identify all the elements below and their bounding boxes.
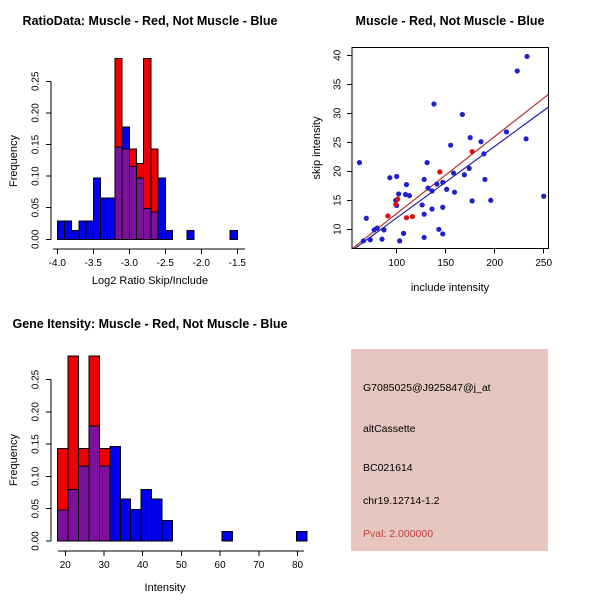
svg-text:0.15: 0.15: [30, 134, 42, 155]
svg-text:100: 100: [388, 258, 406, 269]
svg-text:30: 30: [98, 560, 110, 571]
svg-text:0.20: 0.20: [30, 103, 42, 123]
svg-text:250: 250: [535, 258, 553, 269]
svg-text:-3.0: -3.0: [120, 258, 138, 269]
svg-text:80: 80: [291, 560, 304, 571]
chromosome-text: chr19.12714-1.2: [363, 495, 440, 507]
svg-text:25: 25: [332, 136, 344, 148]
probe-info-panel: [351, 349, 548, 551]
svg-text:0.05: 0.05: [30, 498, 42, 519]
svg-text:35: 35: [332, 78, 344, 90]
points-not-muscle: [357, 54, 546, 244]
gene-intensity-histogram-xlabel: Intensity: [144, 582, 186, 594]
svg-text:0.00: 0.00: [30, 531, 42, 551]
svg-text:0.00: 0.00: [30, 229, 42, 250]
svg-text:0.10: 0.10: [30, 166, 42, 186]
svg-text:-2.5: -2.5: [156, 258, 174, 269]
scatter-plot: [333, 48, 553, 269]
svg-text:0.10: 0.10: [30, 466, 42, 487]
scatter-xlabel: include intensity: [410, 282, 490, 294]
svg-text:10: 10: [332, 223, 344, 235]
svg-text:40: 40: [332, 49, 344, 61]
svg-text:-4.0: -4.0: [48, 258, 66, 269]
gene-intensity-histogram-plot: [31, 356, 308, 571]
probe-id-text: G7085025@J925847@j_at: [363, 382, 491, 394]
svg-text:-2.0: -2.0: [192, 258, 210, 269]
ratio-histogram-ylabel: Frequency: [8, 135, 20, 187]
svg-text:200: 200: [486, 258, 504, 269]
svg-text:60: 60: [214, 560, 226, 571]
pval-text: Pval: 2.000000: [363, 528, 434, 540]
svg-text:0.25: 0.25: [30, 71, 42, 92]
fit-lines: [352, 94, 549, 251]
ratio-histogram-xlabel: Log2 Ratio Skip/Include: [91, 275, 209, 287]
gene-intensity-histogram-ylabel: Frequency: [8, 434, 20, 486]
svg-text:0.25: 0.25: [30, 369, 42, 390]
gene-intensity-histogram-title: Gene Itensity: Muscle - Red, Not Muscle - Blue: [12, 317, 288, 331]
svg-text:-1.5: -1.5: [228, 258, 246, 269]
svg-text:50: 50: [175, 560, 187, 571]
svg-text:15: 15: [332, 194, 344, 206]
svg-text:150: 150: [437, 258, 455, 269]
ratio-histogram-plot: [31, 59, 247, 269]
svg-text:0.15: 0.15: [30, 434, 42, 454]
scatter-ylabel: skip intensity: [311, 116, 323, 180]
scatter-title: Muscle - Red, Not Muscle - Blue: [355, 14, 545, 28]
svg-text:40: 40: [137, 560, 149, 571]
svg-text:30: 30: [332, 107, 344, 119]
svg-text:-3.5: -3.5: [84, 258, 102, 269]
svg-text:70: 70: [253, 560, 265, 571]
ratio-histogram-title: RatioData: Muscle - Red, Not Muscle - Blue: [22, 14, 278, 28]
svg-text:20: 20: [59, 560, 71, 571]
splice-type-text: altCassette: [363, 423, 416, 435]
svg-text:0.20: 0.20: [30, 402, 42, 422]
accession-text: BC021614: [363, 462, 413, 474]
svg-text:20: 20: [332, 165, 344, 177]
svg-text:0.05: 0.05: [30, 197, 42, 218]
